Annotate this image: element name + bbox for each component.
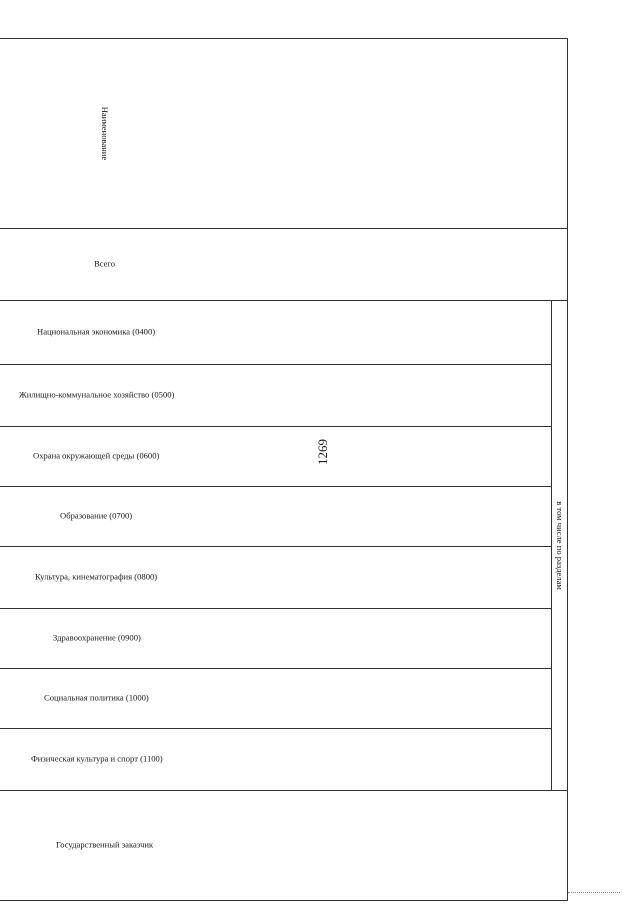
header-section-0500: Жилищно-коммунальное хозяйство (0500) — [0, 365, 552, 427]
rotated-table-container — [18, 38, 568, 900]
header-section-1100: Физическая культура и спорт (1100) — [0, 729, 552, 791]
budget-table — [0, 38, 568, 901]
header-section-0700: Образование (0700) — [0, 487, 552, 547]
header-row-top — [552, 39, 568, 901]
header-section-0400: Национальная экономика (0400) — [0, 301, 552, 365]
header-total: Всего — [0, 229, 568, 301]
scan-edge-mark — [568, 892, 620, 894]
header-section-0600: Охрана окружающей среды (0600) — [0, 427, 552, 487]
header-name: Наименование — [0, 39, 568, 229]
header-in-that-number: в том числе по разделам — [552, 301, 568, 791]
page-number: 1269 — [315, 439, 330, 465]
header-section-0900: Здравоохранение (0900) — [0, 609, 552, 669]
header-section-1000: Социальная политика (1000) — [0, 669, 552, 729]
header-section-0800: Культура, кинематография (0800) — [0, 547, 552, 609]
header-customer: Государственный заказчик — [0, 791, 568, 901]
